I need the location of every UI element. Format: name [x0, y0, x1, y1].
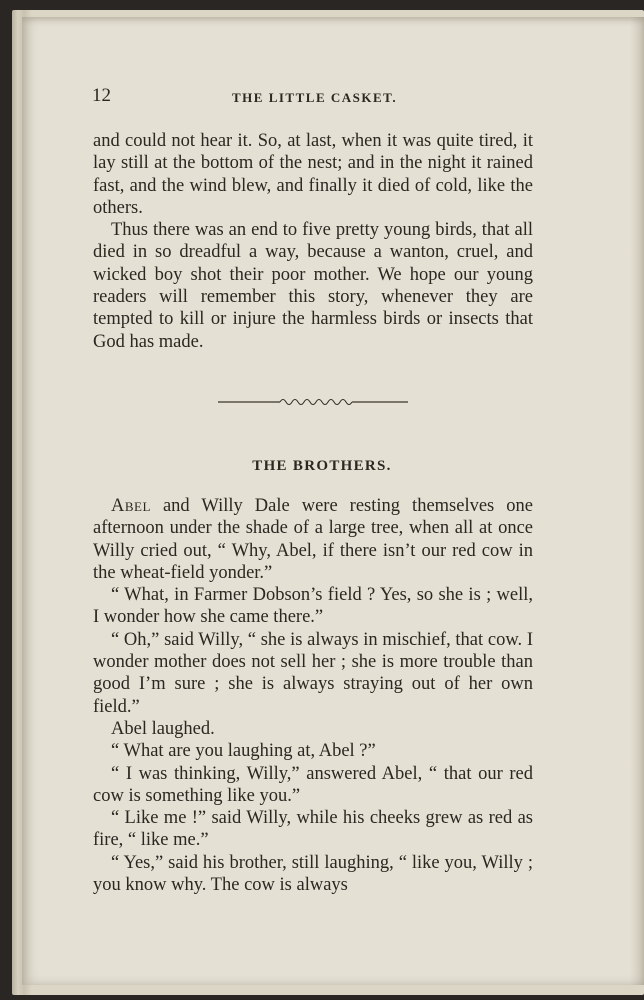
section-2-text	[93, 495, 533, 896]
page-header	[92, 85, 552, 115]
running-head: THE LITTLE CASKET.	[232, 90, 398, 105]
paragraph: “ What are you laughing at, Abel ?”	[111, 741, 376, 762]
paragraph	[93, 495, 533, 584]
paragraph: Thus there was an end to five pretty young birds, that all died in so dreadful a way, because a wanton, cruel, and wicked boy shot their poor mother. We hope our young readers will remember this story, whenever they are tempted to kill or injure the harmless birds or insects that God has made.	[93, 220, 533, 352]
paragraph-text: and Willy Dale were resting themselves one afternoon under the shade of a large tree, when all at once Willy cried out, “ Why, Abel, if there isn’t our red cow in the wheat-field yonder.”	[93, 496, 533, 583]
paragraph: “ What, in Farmer Dobson’s field ? Yes, so she is ; well, I wonder how she came there.”	[93, 585, 533, 628]
page-right-edge	[630, 17, 644, 985]
paragraph: Abel laughed.	[111, 718, 215, 739]
wavy-rule-ornament-icon	[218, 394, 408, 406]
paragraph: “ Yes,” said his brother, still laughing, “ like you, Willy ; you know why. The cow is always	[93, 852, 533, 896]
paragraph: “ Oh,” said Willy, “ she is always in mischief, that cow. I wonder mother does not sell her ; she is more trouble than good I’m sure ; she is always straying out of her own field.”	[93, 629, 533, 717]
paragraph: and could not hear it. So, at last, when it was quite tired, it lay still at the bottom of the nest; and in the night it rained fast, and the wind blew, and finally it died of cold, like the others.	[93, 131, 533, 218]
paragraph: “ Like me !” said Willy, while his cheeks grew as red as fire, “ like me.”	[93, 808, 533, 851]
paragraph: “ I was thinking, Willy,” answered Abel, “ that our red cow is something like you.”	[93, 763, 533, 806]
section-title: THE BROTHERS.	[252, 458, 392, 474]
drop-word: Abel	[111, 496, 151, 516]
section-1-text	[93, 130, 533, 353]
page-number: 12	[92, 85, 111, 106]
